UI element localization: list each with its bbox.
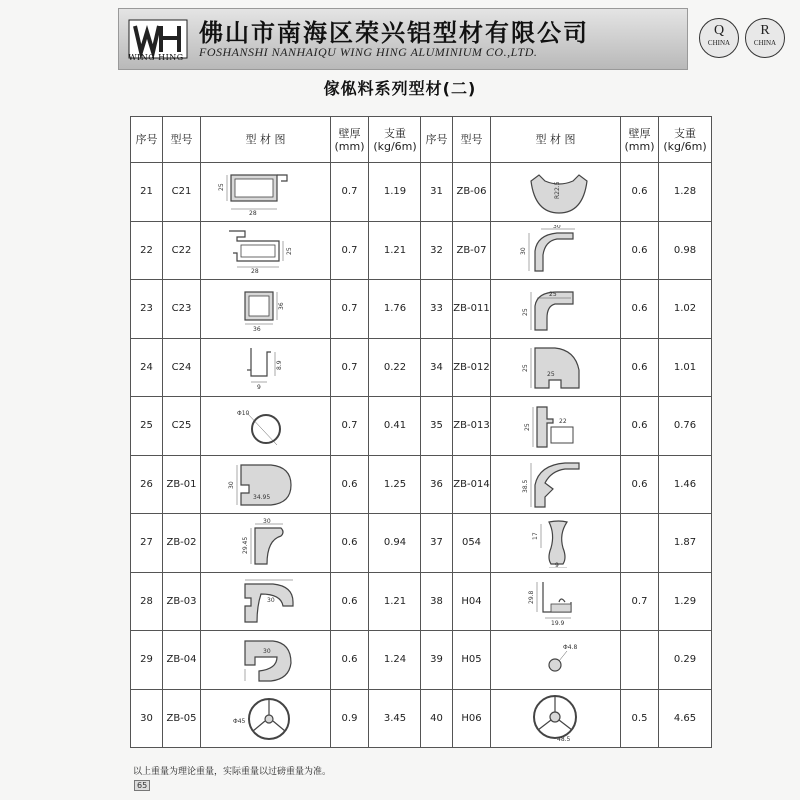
row-wall: 0.9 (331, 689, 369, 748)
profile-c24-drawing (211, 342, 321, 392)
svg-text:34.95: 34.95 (252, 494, 270, 502)
row-weight: 1.76 (369, 280, 422, 339)
svg-text:30: 30 (227, 481, 235, 490)
profile-figure (491, 689, 621, 748)
logo-text: WING HING (128, 53, 184, 62)
profile-054-drawing (501, 518, 611, 568)
row-model: H06 (453, 689, 491, 748)
row-wall: 0.6 (331, 572, 369, 631)
row-weight: 0.98 (659, 221, 712, 280)
profile-c23-drawing (211, 284, 321, 334)
svg-text:38.5: 38.5 (521, 479, 529, 494)
svg-text:19.9: 19.9 (550, 620, 564, 627)
row-no: 30 (131, 689, 163, 748)
profile-table-left (130, 116, 422, 748)
row-model: ZB-05 (163, 689, 201, 748)
row-wall: 0.6 (621, 397, 659, 456)
row-wall: 0.5 (621, 689, 659, 748)
svg-text:25: 25 (548, 290, 557, 298)
row-no: 35 (421, 397, 453, 456)
row-model: H05 (453, 631, 491, 690)
row-model: ZB-013 (453, 397, 491, 456)
row-weight: 1.46 (659, 455, 712, 514)
svg-text:29.8: 29.8 (527, 590, 535, 605)
col-header-wall: 壁厚(mm) (331, 117, 369, 163)
company-name-cn: 佛山市南海区荣兴铝型材有限公司 (199, 18, 589, 47)
row-no: 34 (421, 338, 453, 397)
row-model: C21 (163, 163, 201, 222)
row-weight: 1.21 (369, 221, 422, 280)
row-no: 32 (421, 221, 453, 280)
svg-text:17: 17 (531, 532, 539, 540)
profile-figure (201, 572, 331, 631)
profile-figure (491, 280, 621, 339)
row-weight: 1.25 (369, 455, 422, 514)
col-header-weight: 支重(kg/6m) (369, 117, 422, 163)
svg-text:9: 9 (554, 561, 559, 568)
row-no: 40 (421, 689, 453, 748)
table-row (131, 280, 422, 339)
svg-text:30: 30 (262, 517, 271, 525)
profile-figure (201, 338, 331, 397)
row-wall: 0.7 (331, 280, 369, 339)
table-row (421, 572, 712, 631)
profile-h05-drawing (501, 635, 611, 685)
row-no: 25 (131, 397, 163, 456)
svg-text:36: 36 (252, 325, 261, 333)
profile-zb05-drawing (211, 693, 321, 743)
profile-figure (201, 280, 331, 339)
row-weight: 1.02 (659, 280, 712, 339)
row-wall: 0.6 (331, 631, 369, 690)
cert-q-sub: CHINA (707, 39, 731, 47)
company-name-en: FOSHANSHI NANHAIQU WING HING ALUMINIUM CO.,LTD. (199, 45, 538, 59)
svg-text:8.9: 8.9 (275, 360, 283, 371)
row-wall: 0.6 (621, 280, 659, 339)
profile-figure (201, 455, 331, 514)
profile-figure (491, 338, 621, 397)
row-weight: 0.41 (369, 397, 422, 456)
profile-zb013-drawing (501, 401, 611, 451)
row-weight: 1.19 (369, 163, 422, 222)
svg-text:R22.5: R22.5 (553, 181, 561, 199)
svg-text:28: 28 (250, 268, 259, 276)
profile-figure (201, 163, 331, 222)
svg-text:25: 25 (285, 247, 293, 256)
svg-text:48.5: 48.5 (556, 736, 570, 744)
profile-c22-drawing (211, 225, 321, 275)
table-row (131, 631, 422, 690)
table-row (131, 221, 422, 280)
row-no: 39 (421, 631, 453, 690)
table-row (421, 514, 712, 573)
row-weight: 4.65 (659, 689, 712, 748)
table-row (131, 163, 422, 222)
profile-zb012-drawing (501, 342, 611, 392)
row-wall (621, 631, 659, 690)
row-model: 054 (453, 514, 491, 573)
profile-zb06-drawing (501, 167, 611, 217)
svg-text:Φ45: Φ45 (232, 718, 245, 726)
row-model: ZB-011 (453, 280, 491, 339)
row-no: 31 (421, 163, 453, 222)
table-row (421, 397, 712, 456)
profile-zb02-drawing (211, 518, 321, 568)
svg-text:Φ10: Φ10 (236, 409, 249, 417)
row-model: ZB-014 (453, 455, 491, 514)
col-header-no: 序号 (421, 117, 453, 163)
col-header-model: 型号 (163, 117, 201, 163)
row-model: C24 (163, 338, 201, 397)
profile-zb01-drawing (211, 459, 321, 509)
table-row (421, 455, 712, 514)
row-weight: 1.28 (659, 163, 712, 222)
svg-text:25: 25 (521, 308, 529, 316)
col-header-weight: 支重(kg/6m) (659, 117, 712, 163)
profile-figure (491, 572, 621, 631)
profile-figure (201, 689, 331, 748)
profile-h06-drawing (501, 693, 611, 743)
table-row (421, 280, 712, 339)
row-no: 37 (421, 514, 453, 573)
profile-table-right (420, 116, 712, 748)
profile-figure (491, 397, 621, 456)
page-number: 65 (134, 780, 150, 791)
profile-c25-drawing (211, 401, 321, 451)
svg-text:Φ4.8: Φ4.8 (562, 643, 577, 651)
row-wall: 0.7 (331, 221, 369, 280)
profile-figure (201, 514, 331, 573)
profile-zb014-drawing (501, 459, 611, 509)
profile-figure (201, 221, 331, 280)
profile-figure (491, 514, 621, 573)
row-wall: 0.7 (331, 338, 369, 397)
svg-text:9: 9 (256, 384, 261, 392)
row-weight: 0.29 (659, 631, 712, 690)
row-wall: 0.7 (621, 572, 659, 631)
table-row (131, 455, 422, 514)
col-header-figure: 型 材 图 (491, 117, 621, 163)
profile-figure (491, 455, 621, 514)
row-no: 22 (131, 221, 163, 280)
svg-text:30: 30 (262, 647, 271, 655)
row-wall: 0.6 (621, 338, 659, 397)
row-wall (621, 514, 659, 573)
row-no: 21 (131, 163, 163, 222)
row-weight: 0.22 (369, 338, 422, 397)
table-row (131, 338, 422, 397)
profile-figure (491, 631, 621, 690)
cert-r-letter: R (760, 23, 770, 38)
svg-text:29.45: 29.45 (241, 536, 249, 554)
col-header-model: 型号 (453, 117, 491, 163)
row-model: ZB-01 (163, 455, 201, 514)
profile-figure (491, 221, 621, 280)
row-wall: 0.6 (621, 455, 659, 514)
page-title: 傢俬料系列型材(二) (323, 79, 477, 98)
row-no: 33 (421, 280, 453, 339)
row-no: 29 (131, 631, 163, 690)
profile-c21-drawing (211, 167, 321, 217)
row-wall: 0.6 (621, 163, 659, 222)
row-no: 24 (131, 338, 163, 397)
svg-text:30: 30 (552, 225, 561, 231)
svg-text:25: 25 (521, 364, 529, 373)
table-row (131, 689, 422, 748)
table-row (421, 689, 712, 748)
footnote: 以上重量为理论重量，实际重量以过磅重量为准。 (133, 767, 332, 777)
row-wall: 0.7 (331, 397, 369, 456)
svg-text:28: 28 (248, 209, 257, 217)
row-model: ZB-02 (163, 514, 201, 573)
svg-text:30: 30 (266, 597, 275, 605)
row-model: ZB-012 (453, 338, 491, 397)
col-header-no: 序号 (131, 117, 163, 163)
svg-text:25: 25 (546, 371, 555, 379)
profile-figure (491, 163, 621, 222)
row-model: C22 (163, 221, 201, 280)
profile-zb04-drawing (211, 635, 321, 685)
profile-zb011-drawing (501, 284, 611, 334)
col-header-figure: 型 材 图 (201, 117, 331, 163)
table-row (131, 514, 422, 573)
profile-h04-drawing (501, 576, 611, 626)
profile-figure (201, 631, 331, 690)
profile-figure (201, 397, 331, 456)
table-row (131, 397, 422, 456)
cert-q-letter: Q (713, 23, 725, 38)
row-weight: 1.24 (369, 631, 422, 690)
row-weight: 3.45 (369, 689, 422, 748)
svg-text:25: 25 (217, 183, 225, 191)
cert-r-sub: CHINA (753, 39, 777, 47)
row-model: ZB-07 (453, 221, 491, 280)
row-weight: 1.29 (659, 572, 712, 631)
row-model: ZB-04 (163, 631, 201, 690)
row-no: 36 (421, 455, 453, 514)
row-wall: 0.7 (331, 163, 369, 222)
table-row (421, 221, 712, 280)
cert-r-badge (745, 18, 785, 58)
row-weight: 0.76 (659, 397, 712, 456)
header-banner (118, 8, 777, 70)
cert-q-badge (699, 18, 739, 58)
row-weight: 1.87 (659, 514, 712, 573)
row-weight: 1.21 (369, 572, 422, 631)
profile-zb03-drawing (211, 576, 321, 626)
row-model: ZB-03 (163, 572, 201, 631)
row-model: H04 (453, 572, 491, 631)
row-model: C25 (163, 397, 201, 456)
row-model: C23 (163, 280, 201, 339)
table-row (421, 631, 712, 690)
row-model: ZB-06 (453, 163, 491, 222)
svg-text:22: 22 (558, 417, 567, 425)
profile-zb07-drawing (501, 225, 611, 275)
row-no: 26 (131, 455, 163, 514)
table-row (421, 338, 712, 397)
svg-text:30: 30 (519, 247, 527, 256)
row-no: 38 (421, 572, 453, 631)
table-row (131, 572, 422, 631)
table-row (421, 163, 712, 222)
row-weight: 0.94 (369, 514, 422, 573)
row-no: 28 (131, 572, 163, 631)
svg-text:36: 36 (277, 302, 285, 310)
row-no: 23 (131, 280, 163, 339)
col-header-wall: 壁厚(mm) (621, 117, 659, 163)
svg-text:25: 25 (523, 423, 531, 431)
row-weight: 1.01 (659, 338, 712, 397)
row-wall: 0.6 (621, 221, 659, 280)
row-no: 27 (131, 514, 163, 573)
row-wall: 0.6 (331, 514, 369, 573)
row-wall: 0.6 (331, 455, 369, 514)
